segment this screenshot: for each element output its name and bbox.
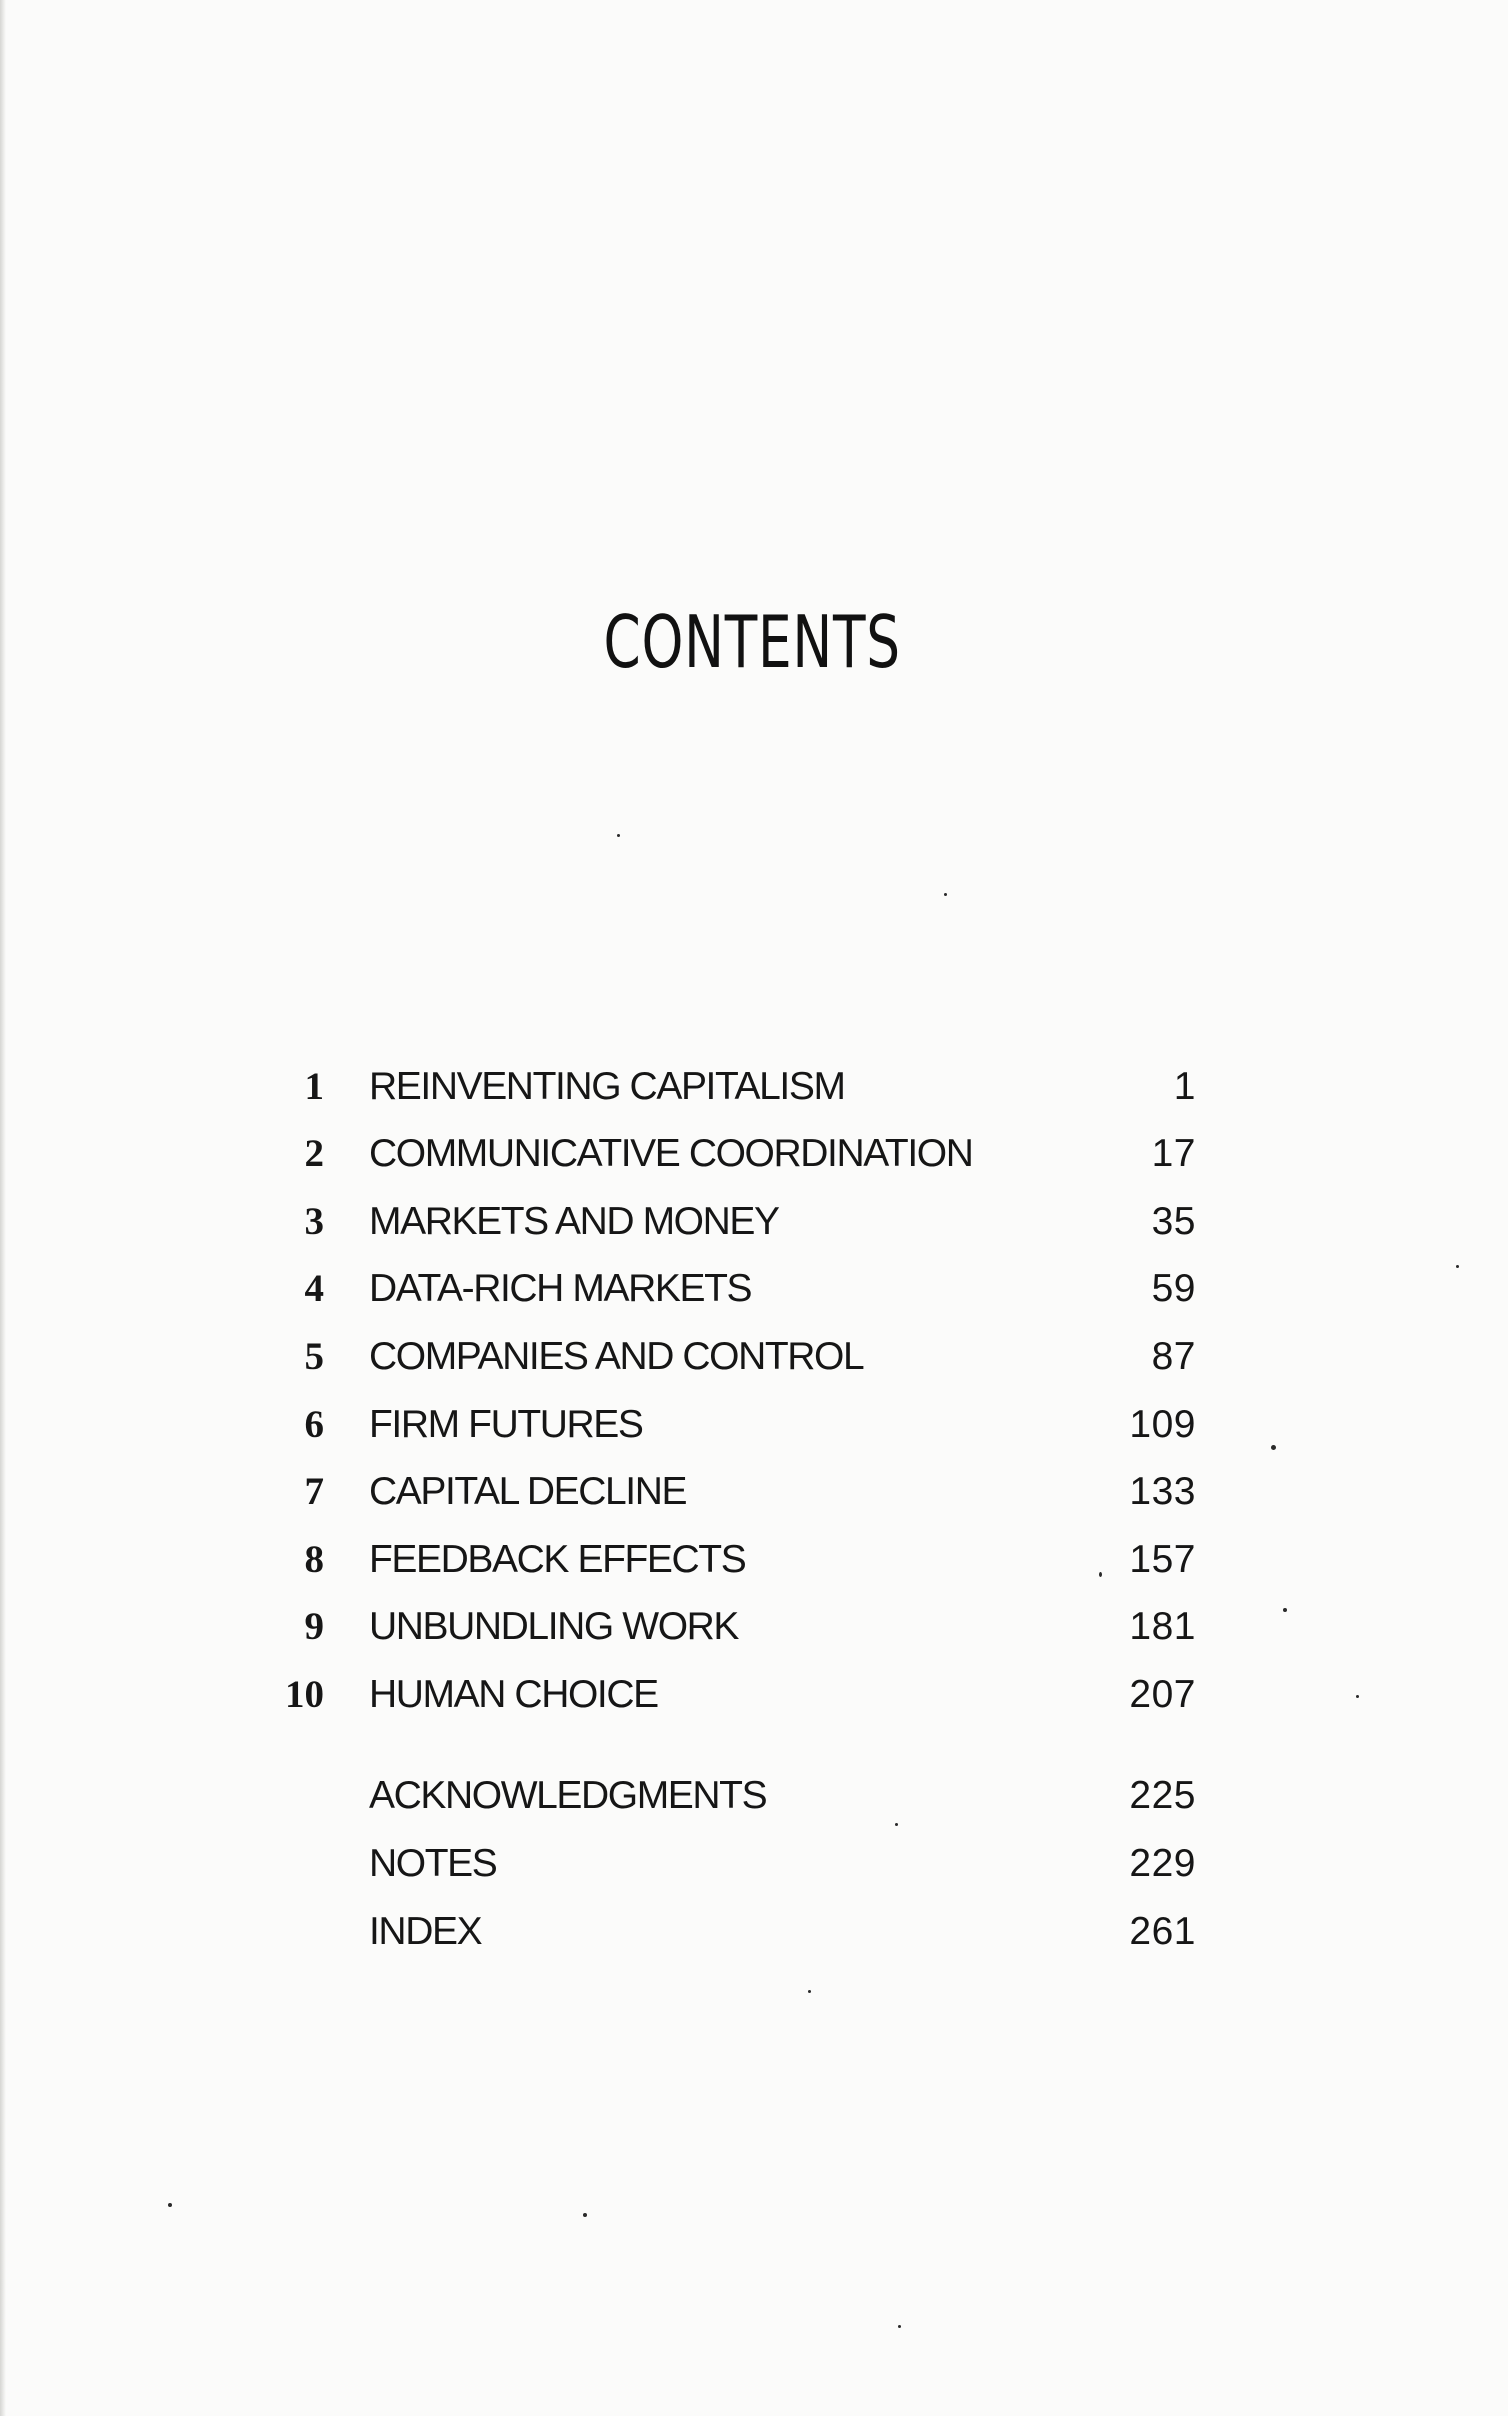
chapter-number: 7 [304,1470,324,1513]
toc-row-chapter-1 [0,1057,1508,1117]
toc-row-chapter-3 [0,1192,1508,1252]
chapter-title: CAPITAL DECLINE [369,1470,687,1513]
chapter-number: 3 [304,1200,324,1243]
chapter-number: 8 [304,1538,324,1581]
page-number: 59 [1151,1267,1196,1310]
chapter-title: UNBUNDLING WORK [369,1605,739,1648]
chapter-title: HUMAN CHOICE [369,1673,658,1716]
toc-row-acknowledgments [0,1766,1508,1826]
chapter-number: 5 [304,1335,324,1378]
chapter-number: 9 [304,1605,324,1648]
chapter-number: 6 [304,1403,324,1446]
section-title: NOTES [369,1842,497,1885]
page-number: 17 [1151,1132,1196,1175]
toc-row-chapter-4 [0,1259,1508,1319]
chapter-title: FIRM FUTURES [369,1403,643,1446]
toc-row-chapter-7 [0,1462,1508,1522]
chapter-number: 10 [285,1673,324,1716]
section-title: ACKNOWLEDGMENTS [369,1774,767,1817]
page-number: 207 [1129,1673,1196,1716]
toc-row-chapter-2 [0,1124,1508,1184]
toc-row-chapter-5 [0,1327,1508,1387]
chapter-number: 4 [304,1267,324,1310]
chapter-title: DATA-RICH MARKETS [369,1267,752,1310]
page-number: 181 [1129,1605,1196,1648]
chapter-title: FEEDBACK EFFECTS [369,1538,746,1581]
chapter-title: MARKETS AND MONEY [369,1200,779,1243]
page-number: 157 [1129,1538,1196,1581]
page-number: 229 [1129,1842,1196,1885]
chapter-title: REINVENTING CAPITALISM [369,1065,845,1108]
toc-row-chapter-10 [0,1665,1508,1725]
page-number: 261 [1129,1910,1196,1953]
page-number: 87 [1151,1335,1196,1378]
toc-row-chapter-8 [0,1530,1508,1590]
toc-row-notes [0,1834,1508,1894]
page-number: 109 [1129,1403,1196,1446]
page-title: CONTENTS [603,600,901,684]
chapter-number: 2 [304,1132,324,1175]
toc-row-chapter-6 [0,1395,1508,1455]
page-number: 225 [1129,1774,1196,1817]
chapter-title: COMPANIES AND CONTROL [369,1335,864,1378]
page-number: 1 [1173,1065,1196,1108]
chapter-number: 1 [304,1065,324,1108]
page-number: 133 [1129,1470,1196,1513]
toc-row-chapter-9 [0,1597,1508,1657]
section-title: INDEX [369,1910,482,1953]
chapter-title: COMMUNICATIVE COORDINATION [369,1132,973,1175]
toc-row-index [0,1902,1508,1962]
page-number: 35 [1151,1200,1196,1243]
